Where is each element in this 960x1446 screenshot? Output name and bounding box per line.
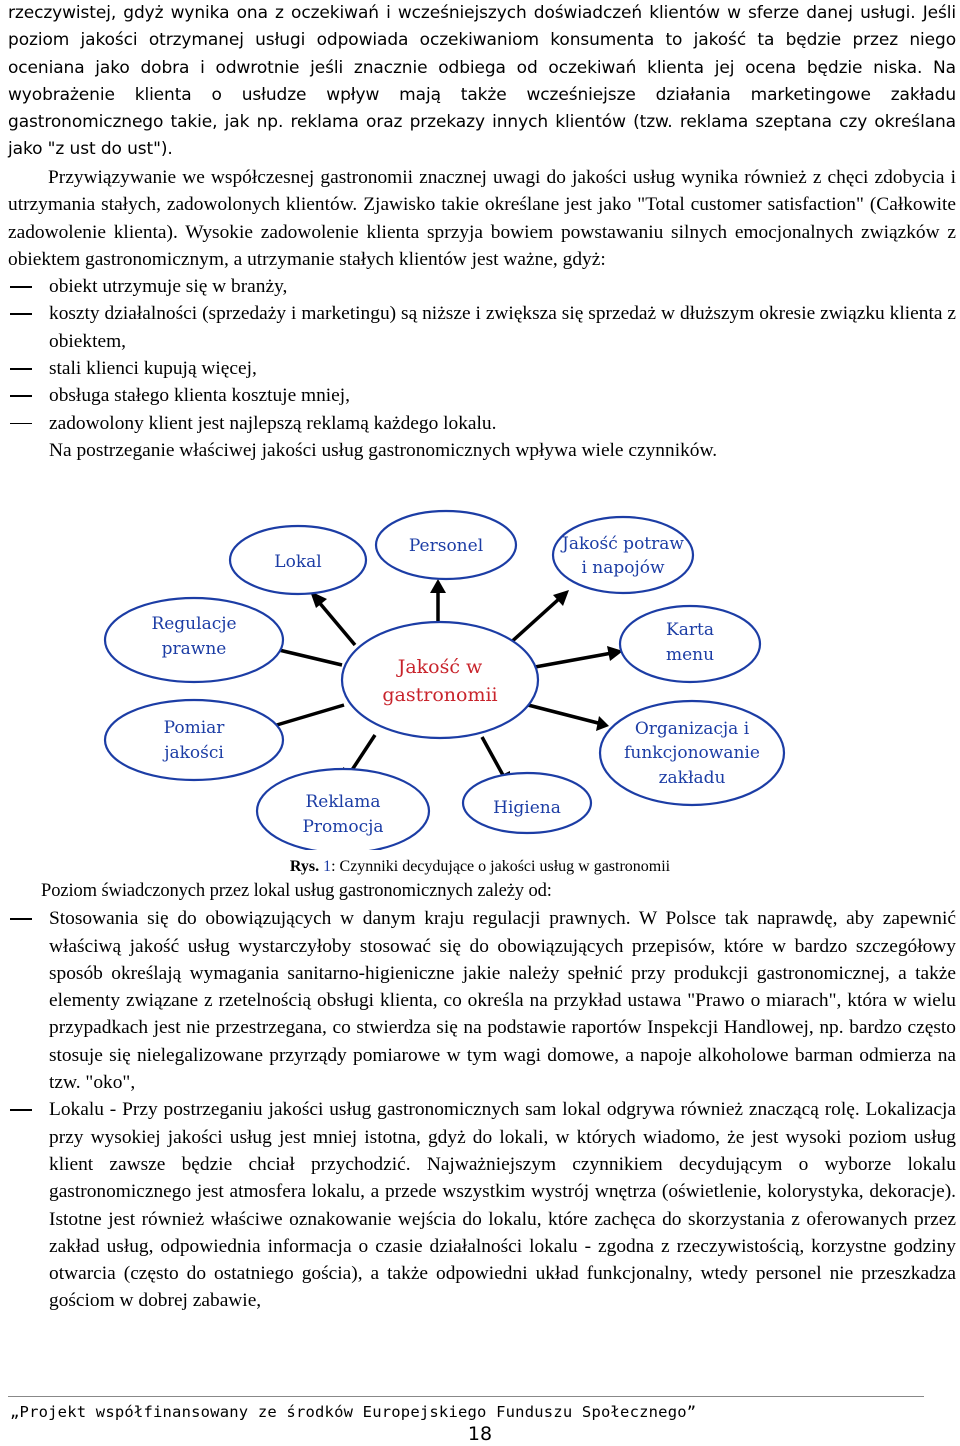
node-karta-line2: menu [665, 645, 715, 665]
arrow-jakosc-potraw [508, 598, 560, 645]
arrow-reklama [350, 735, 375, 773]
node-lokal [230, 526, 366, 594]
node-pomiar-line2: jakości [164, 743, 224, 763]
caption-label: Rys. [289, 858, 320, 875]
node-organizacja-line2: funkcjonowanie [624, 743, 760, 763]
factors-section [8, 878, 956, 1315]
node-jakosc-potraw-line2: i napojów [581, 558, 665, 578]
intro-paragraph-text: rzeczywistej, gdyż wynika ona z oczekiwań i wcześniejszych doświadczeń klientów w sferze danej usługi. Jeśli poziom jakości otrzymanej usługi odpowiada oczekiwaniom konsumenta to jakość ta będzie przez niego oceniana jako dobra i odwrotnie jeśli znacznie odbiega od oczekiwań klienta jej ocena będzie niska. Na wyobrażenie klienta o usłudze wpływ mają także wcześniejsze działania marketingowe zakładu gastronomicznego takie, jak np. reklama oraz przekazy innych klientów (tzw. reklama szeptana czy określana jako "z ust do ust"). [8, 3, 956, 160]
node-jakosc-potraw [553, 517, 693, 593]
node-personel-label: Personel [408, 536, 484, 556]
perception-line: Na postrzeganie właściwej jakości usług gastronomicznych wpływa wiele czynników. [49, 439, 718, 461]
arrowhead-personel [430, 579, 446, 593]
page-number: 18 [467, 1423, 493, 1445]
center-ellipse [342, 622, 538, 738]
node-lokal-label: Lokal [274, 552, 322, 572]
factor-item: Stosowania się do obowiązujących w danym kraju regulacji prawnych. W Polsce tak naprawdę, aby zapewnić właściwą jakość usług wystarczyłoby stosować się do obowiązujących przepisów, które w bardzo szczegółowy sposób określają wymagania sanitarno-higieniczne jakie należy spełnić przy produkcji gastronomicznej, a także elementy związane z rzetelnością obsługi klienta, co określa na przykład ustawa "Prawo o miarach", która w wielu przypadkach jest nie przestrzegana, co stwierdza się na podstawie raportów Inspekcji Handlowej, np. bardzo często stosuje się nielegalizowane przyrządy pomiarowe w tym wagi domowe, a napoje alkoholowe barman odmierza na tzw. "oko", [8, 905, 956, 1096]
benefit-item: koszty działalności (sprzedaży i marketingu) są niższe i zwiększa się sprzedaż w dłuższym okresie związku klienta z obiektem, [8, 300, 956, 355]
satisfaction-section [8, 164, 956, 464]
arrowhead-organizacja [596, 716, 609, 731]
center-node [342, 622, 538, 738]
node-reklama [257, 769, 429, 850]
figure-caption [0, 858, 960, 876]
footer-text: „Projekt współfinansowany ze środków Europejskiego Funduszu Społecznego” [10, 1403, 697, 1421]
arrow-karta [535, 653, 612, 667]
node-reklama-line2: Promocja [302, 817, 384, 837]
node-jakosc-potraw-line1: Jakość potraw [562, 534, 684, 554]
node-organizacja-line1: Organizacja i [634, 719, 750, 739]
factor-item: Lokalu - Przy postrzeganiu jakości usług gastronomicznych sam lokal odgrywa również znaczącą rolę. Lokalizacja przy wysokiej jakości usług jest mniej istotna, gdyż do lokali, w których wiadomo, że jest wysoki poziom usług klient zawsze będzie chciał przychodzić. Najważniejszym czynnikiem decydującym o wyborze lokalu gastronomicznego jest atmosfera lokalu, a przede wszystkim wystrój wnętrza (oświetlenie, kolorystyka, dekoracje). Istotne jest również właściwe oznakowanie wejścia do lokalu, które zachęca do skorzystania z oferowanych przez zakład usług, odpowiednia informacja o czasie działalności lokalu - zgodna z rzeczywistością, korzystne godziny otwarcia (często do ostatniego gościa), a także odpowiedni układ funkcjonalny, wtedy personel nie przeszkadza gościom w dobrej zabawie, [8, 1096, 956, 1314]
factors-list [8, 905, 956, 1314]
benefits-list [8, 273, 956, 437]
quality-factors-diagram [0, 505, 960, 850]
node-organizacja-line3: zakładu [658, 768, 726, 788]
benefit-item: obiekt utrzymuje się w branży, [8, 273, 956, 300]
node-karta [620, 606, 760, 682]
intro-paragraph [8, 0, 956, 164]
center-label-line1: Jakość w [397, 656, 483, 678]
satisfaction-paragraph: Przywiązywanie we współczesnej gastronomii znacznej uwagi do jakości usług wynika również z chęci zdobycia i utrzymania stałych, zadowolonych klientów. Zjawisko takie określane jest jako "Total customer satisfaction" (Całkowite zadowolenie klienta). Wysokie zadowolenie klienta sprzyja bowiem powstawaniu silnych emocjonalnych związków z obiektem gastronomicznym, a utrzymanie stałych klientów jest ważne, gdyż: [8, 167, 956, 270]
center-label-line2: gastronomii [382, 684, 498, 706]
node-karta-ellipse [620, 606, 760, 682]
node-regulacje-line1: Regulacje [151, 614, 237, 634]
benefit-item: zadowolony klient jest najlepszą reklamą każdego lokalu. [8, 410, 956, 437]
arrow-pomiar [270, 705, 344, 727]
node-organizacja [600, 701, 784, 805]
node-pomiar-line1: Pomiar [163, 718, 225, 738]
node-regulacje-line2: prawne [161, 639, 227, 659]
node-personel [376, 511, 516, 579]
arrow-organizacja [528, 705, 598, 723]
level-intro: Poziom świadczonych przez lokal usług gastronomicznych zależy od: [41, 881, 552, 901]
node-regulacje [105, 598, 283, 682]
node-pomiar [105, 700, 283, 780]
node-higiena-label: Higiena [493, 798, 561, 818]
node-pomiar-ellipse [105, 700, 283, 780]
benefit-item: obsługa stałego klienta kosztuje mniej, [8, 382, 956, 409]
node-higiena [463, 773, 591, 833]
footer-divider [8, 1396, 924, 1397]
arrow-higiena [482, 737, 504, 777]
benefit-item: stali klienci kupują więcej, [8, 355, 956, 382]
arrow-lokal [318, 601, 355, 645]
node-reklama-line1: Reklama [305, 792, 381, 812]
node-jakosc-potraw-ellipse [553, 517, 693, 593]
caption-text: : Czynniki decydujące o jakości usług w gastronomii [331, 858, 671, 875]
caption-number: 1 [323, 858, 332, 875]
node-karta-line1: Karta [666, 620, 714, 640]
